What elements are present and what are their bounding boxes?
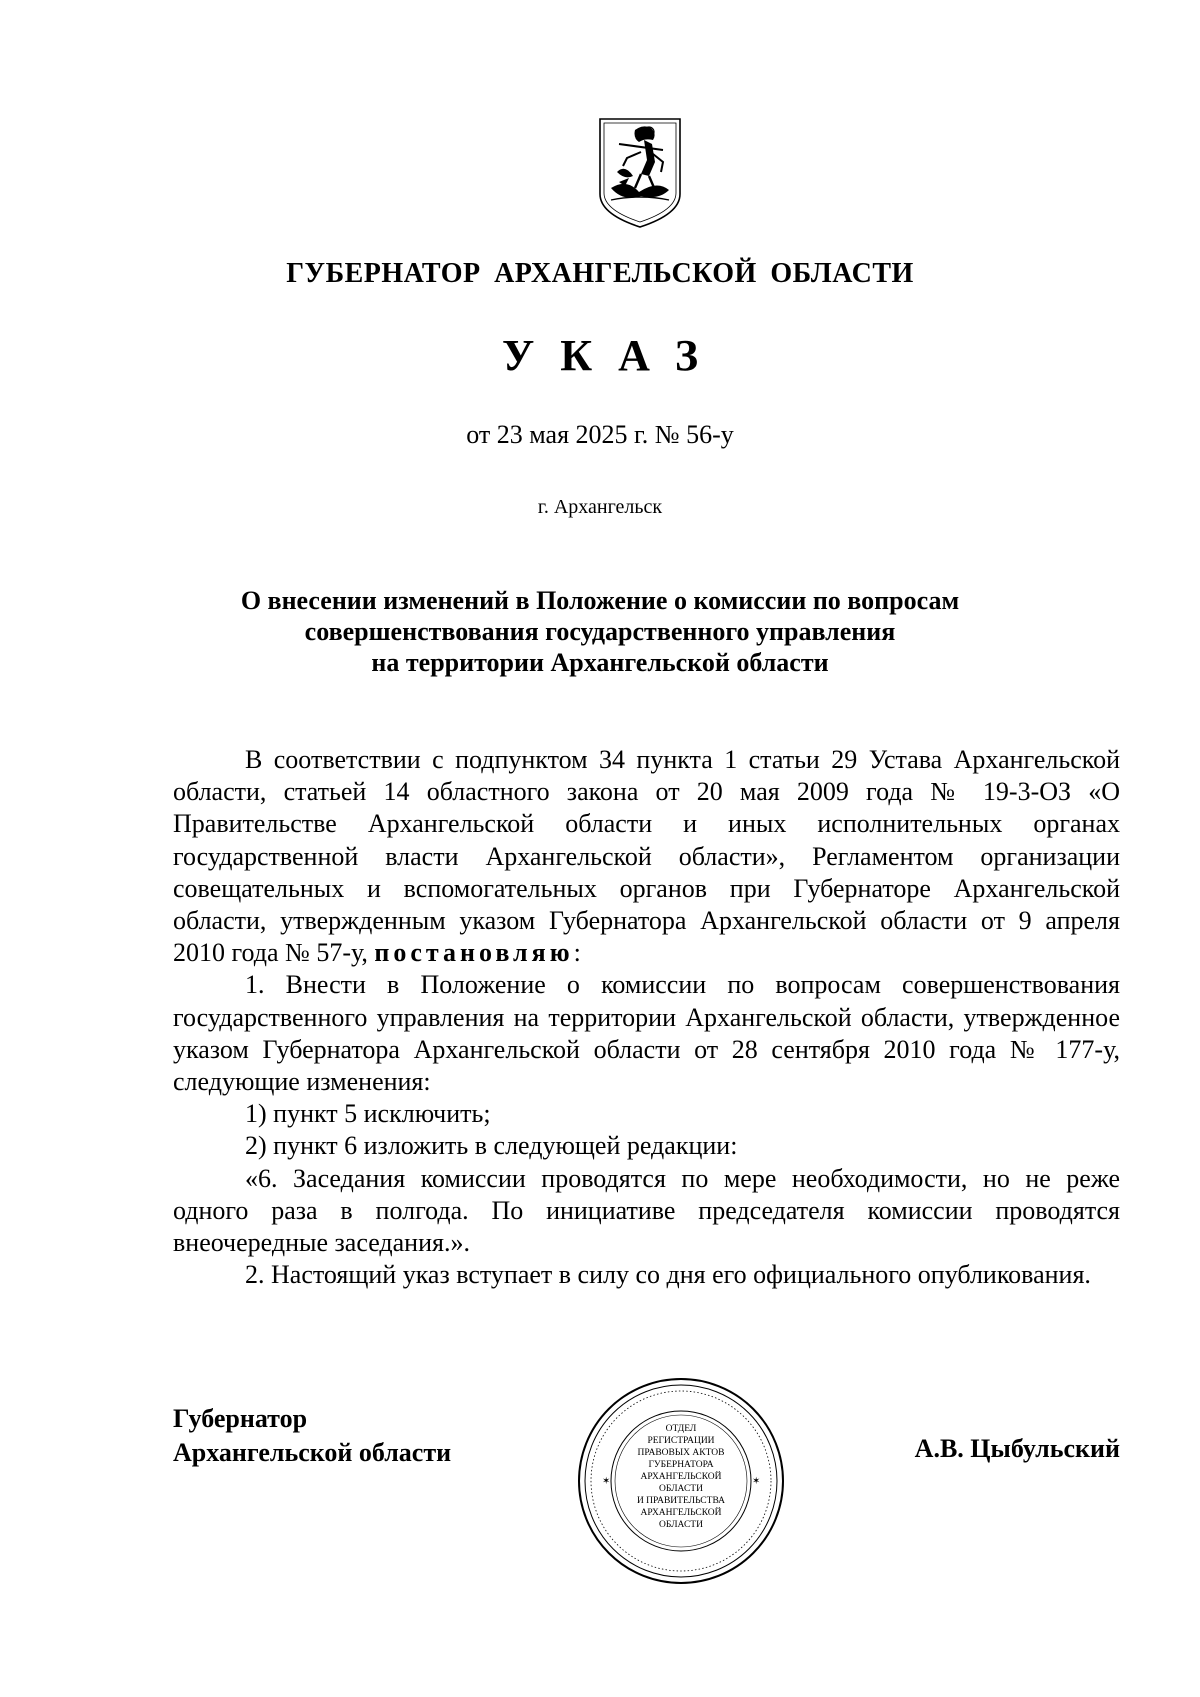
stamp-line: АРХАНГЕЛЬСКОЙ [640, 1508, 722, 1518]
item-2: 2. Настоящий указ вступает в силу со дня его официального опубликования. [245, 1260, 1091, 1290]
stamp-line: ОБЛАСТИ [659, 1484, 703, 1494]
stamp-line: РЕГИСТРАЦИИ [647, 1436, 715, 1446]
preamble-text: В соответствии с подпунктом 34 пункта 1 статьи 29 Устава Архангельской области, статьей 14 областного закона от 20 мая 2009 года № 19-3-ОЗ «О Правительстве Архангельской области и иных исполнительных органах государственной власти Архангельской области», Регламентом организации совещательных и вспомогательных органов при Губернаторе Архангельской области, утвержденным указом Губернатора Архангельской области от 9 апреля 2010 года № 57-у, [173, 745, 1120, 968]
stamp-line: ОБЛАСТИ [659, 1520, 703, 1530]
quoted-paragraph: «6. Заседания комиссии проводятся по мере необходимости, но не реже одного раза в полгода. По инициативе председателя комиссии проводятся внеочередные заседания.». [173, 1163, 1120, 1258]
item-1: 1. Внести в Положение о комиссии по вопросам совершенствования государственного управления на территории Архангельской области, утвержденное указом Губернатора Архангельской области от 28 сентября 2010 года № 177-у, следующие изменения: [173, 970, 1120, 1097]
preamble-paragraph [173, 744, 1120, 969]
stamp-line: ГУБЕРНАТОРА [648, 1460, 714, 1470]
stamp-star-right: ✶ [752, 1476, 761, 1487]
signatory-position [173, 1402, 451, 1470]
issue-city: г. Архангельск [537, 496, 663, 518]
position-line: Архангельской области [173, 1438, 452, 1467]
official-seal-stamp [576, 1376, 786, 1586]
document-body [173, 744, 1120, 1291]
stamp-star-left: ✶ [602, 1476, 611, 1487]
document-title [0, 585, 1200, 678]
document-type: УКАЗ [501, 331, 725, 380]
signatory-name: А.В. Цыбульский [914, 1434, 1120, 1463]
title-line: О внесении изменений в Положение о комиссии по вопросам [240, 586, 960, 615]
coat-of-arms-emblem [597, 116, 683, 230]
position-line: Губернатор [173, 1404, 308, 1433]
stamp-line: ОТДЕЛ [665, 1424, 697, 1434]
decree-word: постановляю [374, 938, 574, 968]
title-line: совершенствования государственного управления [304, 617, 896, 646]
date-and-number: от 23 мая 2025 г. № 56-у [466, 420, 734, 449]
subitem-2: 2) пункт 6 изложить в следующей редакции: [245, 1131, 738, 1161]
issuing-authority: ГУБЕРНАТОР АРХАНГЕЛЬСКОЙ ОБЛАСТИ [286, 258, 914, 289]
stamp-line: И ПРАВИТЕЛЬСТВА [636, 1496, 726, 1506]
title-line: на территории Архангельской области [371, 648, 829, 677]
subitem-1: 1) пункт 5 исключить; [245, 1099, 491, 1129]
stamp-line: ПРАВОВЫХ АКТОВ [637, 1448, 725, 1458]
stamp-line: АРХАНГЕЛЬСКОЙ [640, 1472, 722, 1482]
decree-colon: : [573, 938, 581, 968]
